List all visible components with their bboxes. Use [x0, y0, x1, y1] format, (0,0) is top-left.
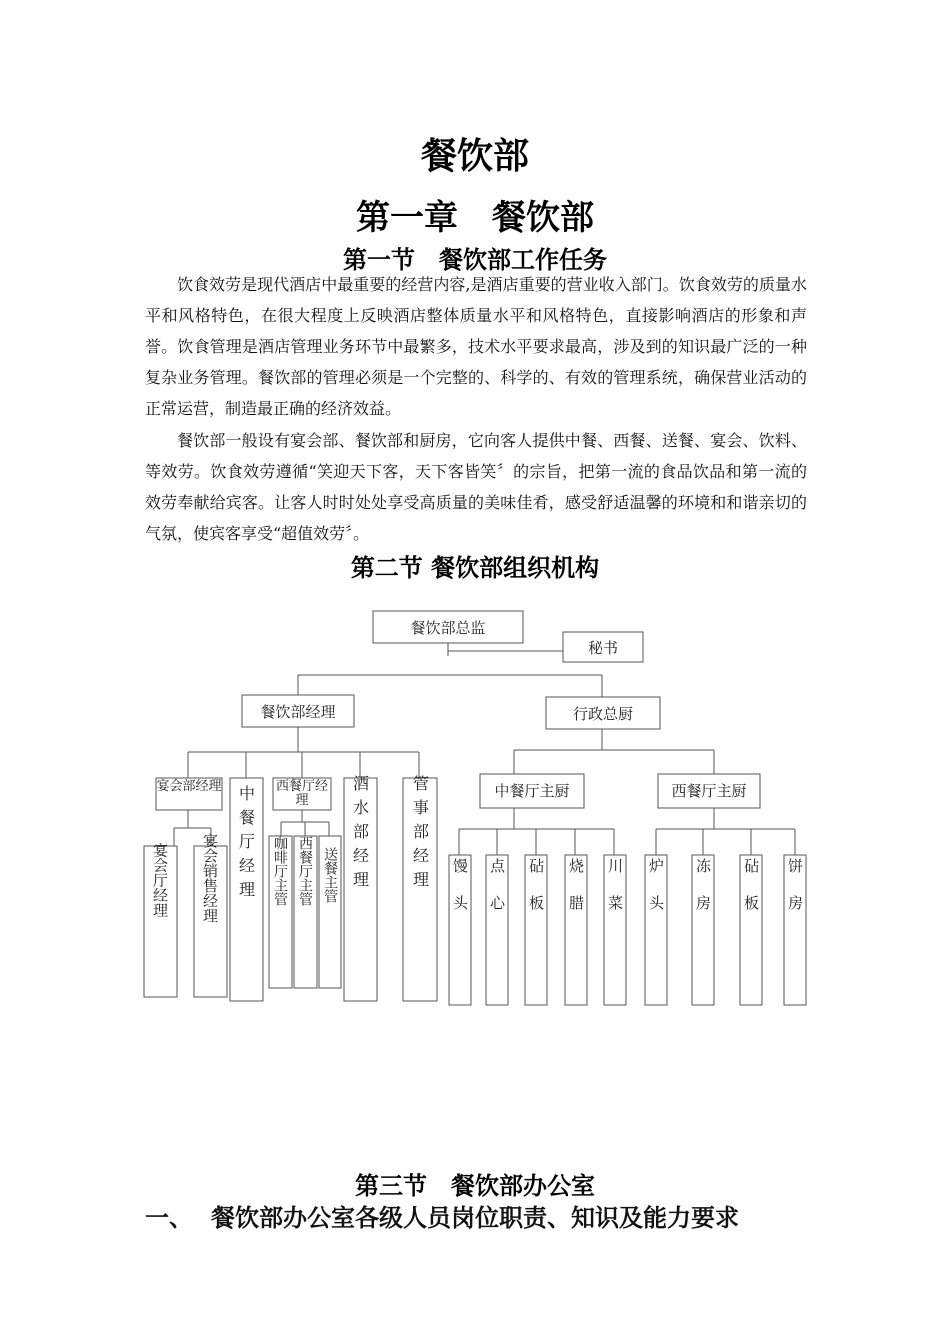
org-node-west-rest-supervisor — [294, 836, 317, 988]
heading-1-number: 一、 — [145, 1204, 193, 1232]
org-node-west-head-chef-label: 西餐厅主厨 — [671, 782, 747, 800]
org-node-west-kitchen-2-label: 砧板 — [742, 858, 760, 932]
org-node-cn-rest-manager-label: 中餐厅经理 — [236, 785, 256, 905]
org-node-cafe-supervisor — [269, 836, 292, 988]
org-node-cn-kitchen-4-label: 川菜 — [606, 858, 624, 932]
org-node-beverage-manager — [344, 775, 377, 1001]
heading-1-text: 餐饮部办公室各级人员岗位职责、知识及能力要求 — [211, 1204, 739, 1232]
org-node-fb-manager — [242, 695, 354, 727]
org-node-banquet-manager-label: 宴会部经理 — [156, 779, 222, 794]
org-node-steward-manager — [403, 775, 437, 1001]
org-node-exec-chef-label: 行政总厨 — [572, 705, 634, 723]
org-node-cn-rest-manager — [230, 778, 263, 1001]
org-node-cn-head-chef — [480, 774, 584, 808]
org-node-cn-kitchen-3-label: 烧腊 — [567, 858, 585, 932]
org-node-cn-kitchen-3 — [565, 855, 587, 1005]
section1-paragraph-1: 饮食效劳是现代酒店中最重要的经营内容,是酒店重要的营业收入部门。饮食效劳的质量水平和风格特色，在很大程度上反映酒店整体质量水平和风格特色，直接影响酒店的形象和声誉。饮食管理是酒店管理业务环节中最繁多，技术水平要求最高，涉及到的知识最广泛的一种复杂业务管理。餐饮部的管理必须是一个完整的、科学的、有效的管理系统，确保营业活动的正常运营，制造最正确的经济效益。 — [145, 275, 807, 418]
org-node-fb-manager-label: 餐饮部经理 — [260, 703, 336, 721]
org-node-west-kitchen-2 — [740, 855, 762, 1005]
org-node-cn-kitchen-0-label: 馒头 — [451, 858, 469, 932]
org-node-secretary-label: 秘书 — [587, 639, 619, 657]
org-node-west-kitchen-0-label: 炉头 — [647, 858, 665, 932]
org-node-cn-kitchen-1 — [486, 855, 508, 1005]
org-node-west-kitchen-3-label: 饼房 — [786, 858, 804, 932]
org-node-exec-chef — [546, 697, 660, 729]
section1-title: 第一节 餐饮部工作任务 — [343, 246, 607, 274]
org-node-west-kitchen-0 — [645, 855, 667, 1005]
org-node-banquet-sales-manager-label: 宴会销售经理 — [201, 833, 219, 923]
org-node-west-rest-supervisor-label: 西餐厅主管 — [297, 836, 313, 906]
chapter-title: 第一章 餐饮部 — [356, 198, 594, 238]
org-node-cn-kitchen-0 — [449, 855, 471, 1005]
org-node-cn-head-chef-label: 中餐厅主厨 — [494, 782, 570, 800]
org-node-cn-kitchen-2-label: 砧板 — [527, 858, 545, 932]
org-node-banquet-sales-manager — [194, 833, 227, 997]
section1-paragraph-2: 餐饮部一般设有宴会部、餐饮部和厨房，它向客人提供中餐、西餐、送餐、宴会、饮料、等效劳。饮食效劳遵循“笑迎天下客，天下客皆笑〞的宗旨，把第一流的食品饮品和第一流的效劳奉献给宾客。让客人时时处处享受高质量的美味佳肴，感受舒适温馨的环境和和谐亲切的气氛，使宾客享受“超值效劳〞。 — [145, 431, 807, 543]
org-node-west-head-chef — [658, 774, 760, 808]
org-node-west-kitchen-3 — [784, 855, 806, 1005]
org-node-banquet-hall-manager — [144, 843, 177, 998]
org-node-west-rest-manager — [273, 778, 331, 810]
org-node-room-service-supervisor-label: 送餐主管 — [322, 847, 338, 903]
org-node-cn-kitchen-1-label: 点心 — [488, 858, 506, 932]
org-node-west-kitchen-1 — [692, 855, 714, 1005]
org-chart-connectors — [174, 643, 795, 855]
org-node-steward-manager-label: 管事部经理 — [410, 775, 430, 895]
org-node-secretary — [563, 632, 643, 662]
org-node-west-rest-manager-label: 西餐厅经理 — [275, 779, 328, 808]
org-node-west-kitchen-1-label: 冻房 — [694, 858, 712, 932]
org-node-room-service-supervisor — [319, 836, 341, 988]
heading-1 — [145, 1198, 739, 1233]
org-node-director-label: 餐饮部总监 — [410, 619, 486, 637]
section2-title: 第二节 餐饮部组织机构 — [350, 554, 600, 582]
document-title: 餐饮部 — [420, 136, 529, 177]
org-node-banquet-manager — [156, 778, 222, 810]
org-node-cafe-supervisor-label: 咖啡厅主管 — [272, 836, 288, 906]
section3-title: 第三节 餐饮部办公室 — [355, 1172, 595, 1200]
org-node-director — [373, 611, 523, 643]
org-node-beverage-manager-label: 酒水部经理 — [350, 775, 370, 895]
org-node-cn-kitchen-4 — [604, 855, 626, 1005]
org-node-cn-kitchen-2 — [525, 855, 547, 1005]
org-node-banquet-hall-manager-label: 宴会厅经理 — [151, 842, 169, 918]
